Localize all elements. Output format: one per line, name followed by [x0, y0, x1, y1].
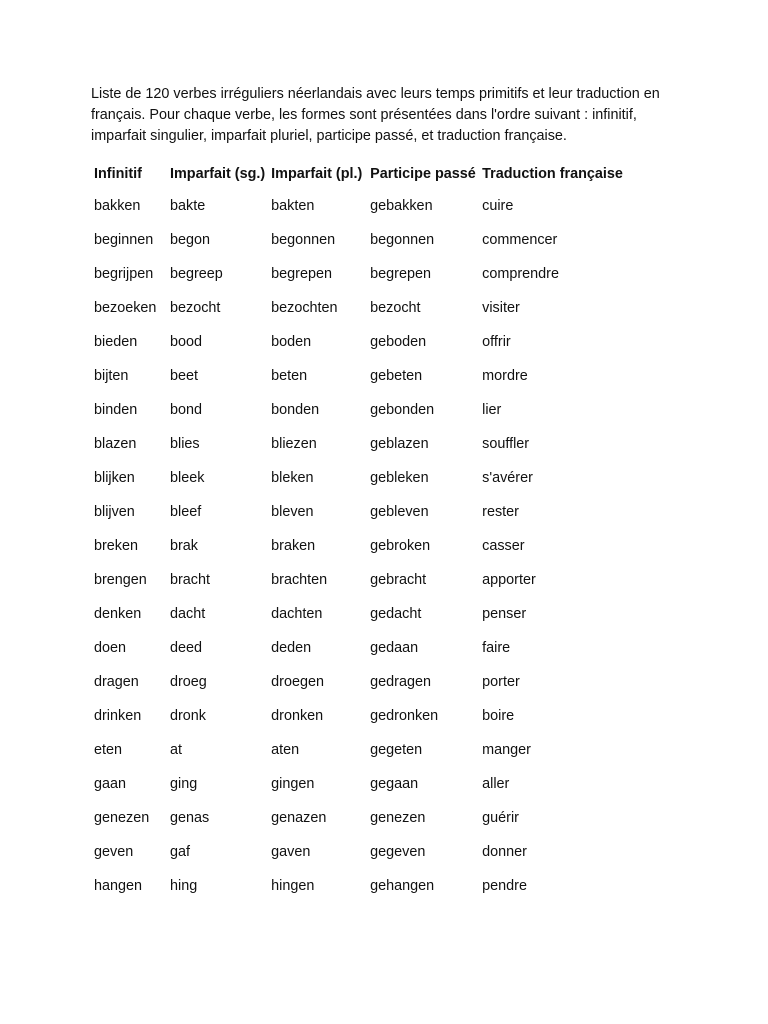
table-row: [91, 869, 635, 903]
cell-infinitif: begrijpen: [94, 266, 154, 282]
cell-infinitif: beginnen: [94, 232, 154, 248]
table-row: [91, 563, 635, 597]
cell-imparfait-sg: dacht: [170, 606, 206, 622]
cell-infinitif: blijven: [94, 504, 135, 520]
cell-participe-passe: gegeven: [370, 844, 426, 860]
table-row: [91, 699, 635, 733]
cell-imparfait-pl: bezochten: [271, 300, 338, 316]
table-row: [91, 325, 635, 359]
table-row: [91, 767, 635, 801]
cell-participe-passe: begonnen: [370, 232, 435, 248]
cell-participe-passe: bezocht: [370, 300, 421, 316]
table-row: [91, 223, 635, 257]
cell-imparfait-sg: hing: [170, 878, 198, 894]
cell-traduction: guérir: [482, 810, 519, 826]
cell-infinitif: geven: [94, 844, 134, 860]
cell-imparfait-pl: beten: [271, 368, 308, 384]
table-row: [91, 631, 635, 665]
table-header-row: [91, 159, 635, 189]
header-imparfait-pl: Imparfait (pl.): [271, 166, 363, 182]
table-row: [91, 597, 635, 631]
cell-imparfait-sg: begreep: [170, 266, 223, 282]
table-row: [91, 835, 635, 869]
cell-infinitif: blijken: [94, 470, 135, 486]
cell-participe-passe: gebonden: [370, 402, 435, 418]
cell-imparfait-sg: dronk: [170, 708, 206, 724]
cell-imparfait-sg: genas: [170, 810, 210, 826]
intro-paragraph: Liste de 120 verbes irréguliers néerlandais avec leurs temps primitifs et leur traduction en français. Pour chaque verbe, les formes sont présentées dans l'ordre suivant : infinitif, imparfait singulier, imparfait pluriel, participe passé, et traduction française.: [91, 86, 660, 144]
table-row: [91, 189, 635, 223]
cell-participe-passe: gebleven: [370, 504, 429, 520]
table-row: [91, 495, 635, 529]
cell-imparfait-pl: aten: [271, 742, 300, 758]
cell-imparfait-sg: bleek: [170, 470, 205, 486]
header-imparfait-sg: Imparfait (sg.): [170, 166, 266, 182]
cell-infinitif: drinken: [94, 708, 142, 724]
cell-imparfait-pl: dachten: [271, 606, 323, 622]
cell-participe-passe: genezen: [370, 810, 426, 826]
cell-imparfait-sg: bleef: [170, 504, 202, 520]
cell-traduction: mordre: [482, 368, 528, 384]
cell-imparfait-pl: gingen: [271, 776, 315, 792]
cell-participe-passe: gedacht: [370, 606, 422, 622]
cell-infinitif: dragen: [94, 674, 139, 690]
cell-participe-passe: gedronken: [370, 708, 439, 724]
cell-imparfait-pl: bliezen: [271, 436, 317, 452]
cell-imparfait-pl: begonnen: [271, 232, 336, 248]
cell-imparfait-pl: bonden: [271, 402, 320, 418]
table-row: [91, 291, 635, 325]
cell-traduction: casser: [482, 538, 525, 554]
cell-participe-passe: gegeten: [370, 742, 423, 758]
cell-participe-passe: begrepen: [370, 266, 431, 282]
cell-traduction: aller: [482, 776, 510, 792]
cell-imparfait-sg: brak: [170, 538, 198, 554]
cell-imparfait-sg: bakte: [170, 198, 206, 214]
cell-infinitif: blazen: [94, 436, 137, 452]
cell-traduction: boire: [482, 708, 515, 724]
verb-table: [91, 159, 635, 903]
cell-imparfait-pl: bleven: [271, 504, 314, 520]
cell-imparfait-sg: gaf: [170, 844, 191, 860]
cell-traduction: commencer: [482, 232, 558, 248]
cell-imparfait-pl: bakten: [271, 198, 315, 214]
header-participe-passe: Participe passé: [370, 166, 476, 182]
header-traduction: Traduction française: [482, 166, 623, 182]
cell-imparfait-sg: bezocht: [170, 300, 221, 316]
cell-traduction: rester: [482, 504, 519, 520]
cell-participe-passe: gehangen: [370, 878, 435, 894]
cell-traduction: manger: [482, 742, 531, 758]
cell-infinitif: eten: [94, 742, 123, 758]
cell-infinitif: bijten: [94, 368, 129, 384]
cell-infinitif: hangen: [94, 878, 143, 894]
cell-imparfait-pl: braken: [271, 538, 316, 554]
cell-imparfait-pl: begrepen: [271, 266, 332, 282]
cell-imparfait-sg: deed: [170, 640, 203, 656]
table-row: [91, 427, 635, 461]
cell-imparfait-sg: bracht: [170, 572, 210, 588]
cell-participe-passe: geblazen: [370, 436, 429, 452]
cell-participe-passe: gedragen: [370, 674, 431, 690]
cell-traduction: penser: [482, 606, 527, 622]
cell-traduction: pendre: [482, 878, 527, 894]
table-row: [91, 665, 635, 699]
header-infinitif: Infinitif: [94, 166, 142, 182]
cell-imparfait-sg: ging: [170, 776, 198, 792]
cell-imparfait-sg: at: [170, 742, 183, 758]
cell-imparfait-sg: beet: [170, 368, 199, 384]
cell-participe-passe: geboden: [370, 334, 427, 350]
cell-imparfait-pl: dronken: [271, 708, 324, 724]
cell-infinitif: gaan: [94, 776, 127, 792]
cell-traduction: souffler: [482, 436, 530, 452]
cell-traduction: faire: [482, 640, 511, 656]
cell-participe-passe: gebroken: [370, 538, 431, 554]
cell-traduction: lier: [482, 402, 502, 418]
cell-participe-passe: gedaan: [370, 640, 419, 656]
cell-participe-passe: gebakken: [370, 198, 433, 214]
cell-infinitif: bakken: [94, 198, 141, 214]
cell-traduction: offrir: [482, 334, 511, 350]
cell-imparfait-pl: hingen: [271, 878, 315, 894]
cell-traduction: s'avérer: [482, 470, 533, 486]
table-row: [91, 359, 635, 393]
cell-participe-passe: gegaan: [370, 776, 419, 792]
cell-imparfait-sg: blies: [170, 436, 200, 452]
cell-imparfait-pl: droegen: [271, 674, 324, 690]
cell-participe-passe: gebeten: [370, 368, 423, 384]
cell-imparfait-pl: boden: [271, 334, 312, 350]
cell-imparfait-pl: gaven: [271, 844, 311, 860]
verb-table-body: [91, 189, 635, 903]
cell-infinitif: breken: [94, 538, 139, 554]
table-row: [91, 257, 635, 291]
cell-traduction: apporter: [482, 572, 536, 588]
cell-infinitif: binden: [94, 402, 138, 418]
cell-imparfait-sg: begon: [170, 232, 211, 248]
table-row: [91, 461, 635, 495]
cell-infinitif: genezen: [94, 810, 150, 826]
cell-participe-passe: gebleken: [370, 470, 429, 486]
cell-traduction: donner: [482, 844, 527, 860]
cell-traduction: porter: [482, 674, 520, 690]
table-row: [91, 801, 635, 835]
cell-infinitif: denken: [94, 606, 142, 622]
cell-infinitif: bezoeken: [94, 300, 157, 316]
cell-traduction: visiter: [482, 300, 520, 316]
cell-imparfait-pl: bleken: [271, 470, 314, 486]
cell-participe-passe: gebracht: [370, 572, 427, 588]
cell-imparfait-pl: genazen: [271, 810, 327, 826]
table-row: [91, 733, 635, 767]
cell-infinitif: brengen: [94, 572, 147, 588]
table-row: [91, 529, 635, 563]
cell-imparfait-sg: bond: [170, 402, 203, 418]
cell-infinitif: bieden: [94, 334, 138, 350]
cell-traduction: cuire: [482, 198, 514, 214]
cell-infinitif: doen: [94, 640, 127, 656]
table-row: [91, 393, 635, 427]
cell-imparfait-sg: bood: [170, 334, 203, 350]
cell-imparfait-pl: brachten: [271, 572, 328, 588]
document-page: [91, 84, 681, 903]
cell-traduction: comprendre: [482, 266, 559, 282]
cell-imparfait-pl: deden: [271, 640, 312, 656]
cell-imparfait-sg: droeg: [170, 674, 207, 690]
